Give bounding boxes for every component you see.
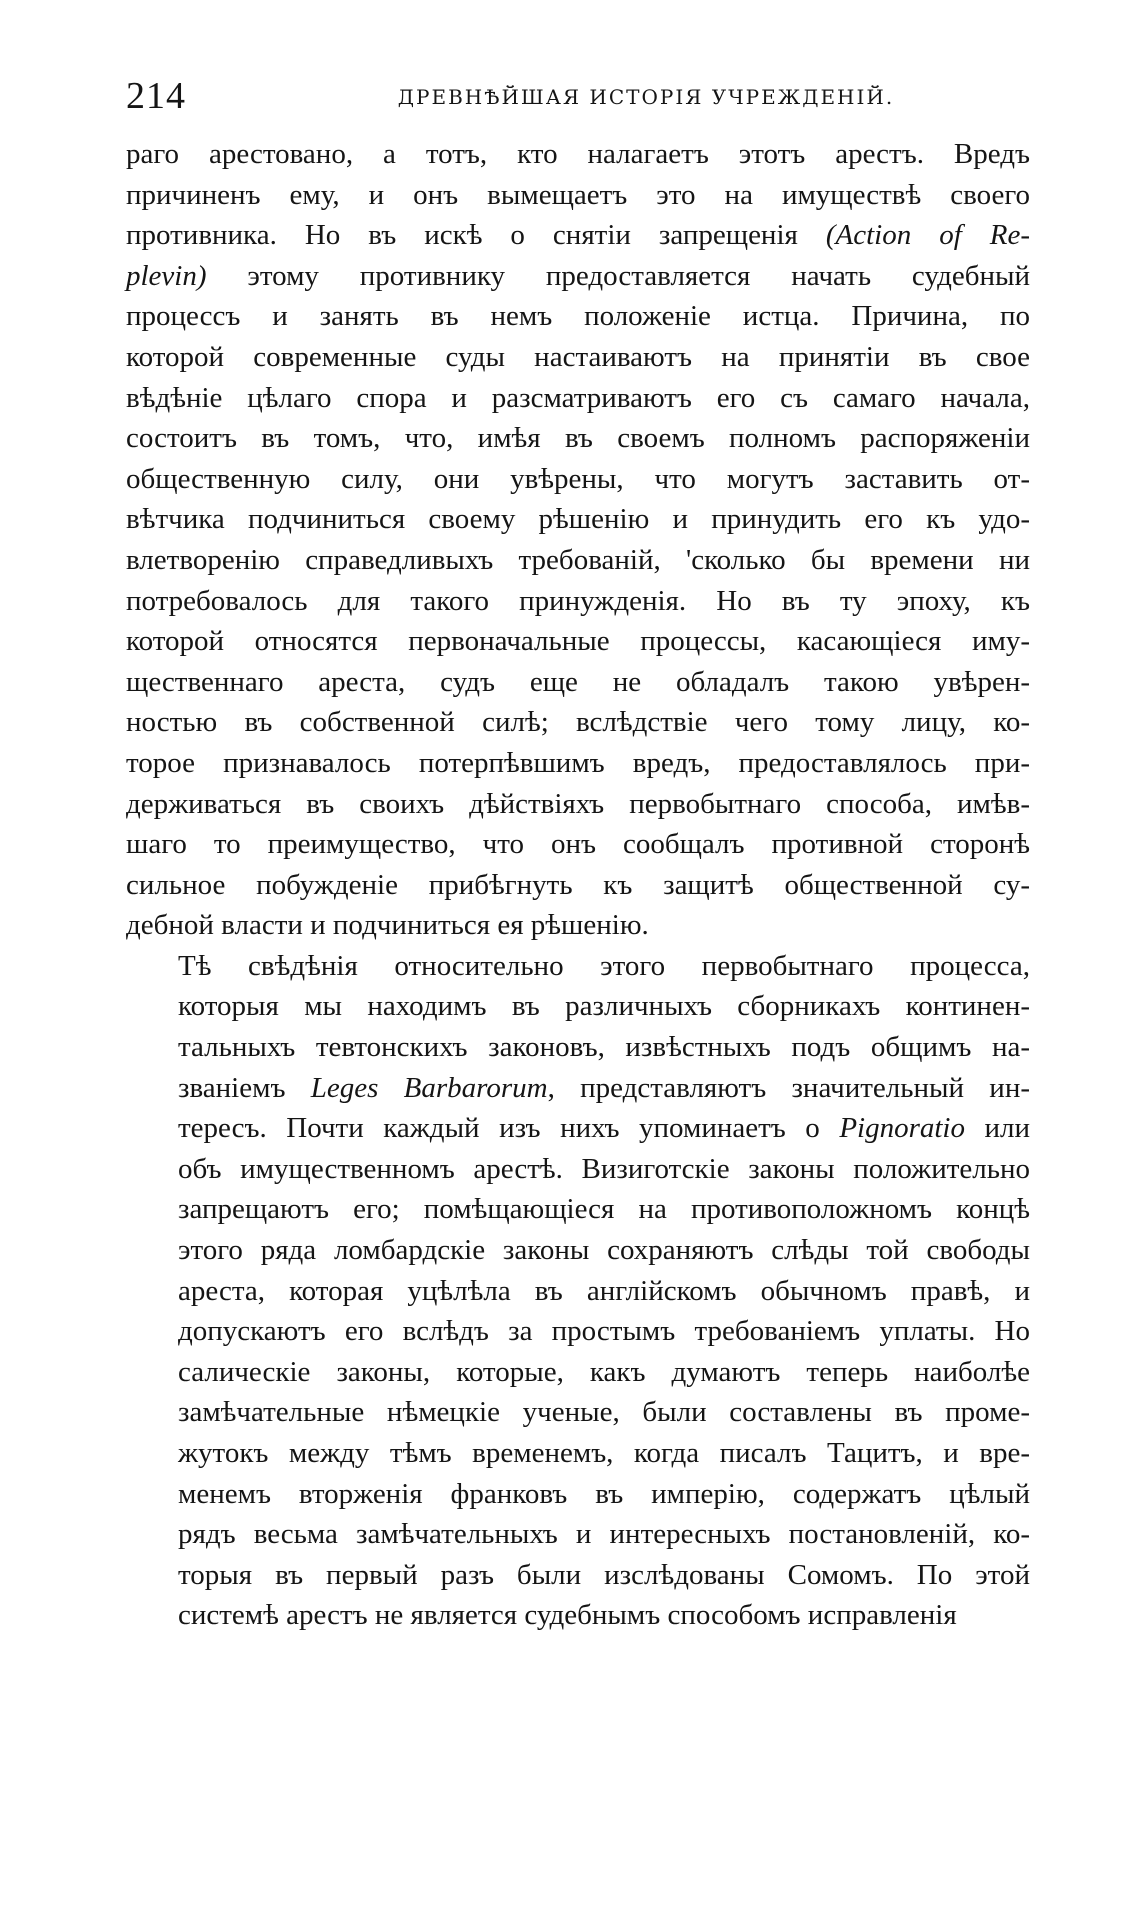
text-segment: салическіе законы, которые, какъ думаютъ теперь наиболѣе <box>178 1355 1030 1388</box>
text-segment: раго арестовано, а тотъ, кто налагаетъ этотъ арестъ. Вредъ <box>126 138 1030 170</box>
paragraph-1 <box>126 134 1030 946</box>
text-segment: которыя мы находимъ въ различныхъ сборникахъ континен- <box>178 990 1030 1023</box>
text-line <box>126 1189 1030 1230</box>
text-line <box>126 986 1030 1027</box>
text-line <box>126 865 1030 906</box>
text-segment: держиваться въ своихъ дѣйствіяхъ первобытнаго способа, имѣв- <box>126 787 1030 820</box>
page-header <box>126 74 1030 118</box>
running-title: ДРЕВНѢЙШАЯ ИСТОРІЯ УЧРЕЖДЕНІЙ. <box>397 85 895 109</box>
text-line <box>126 1392 1030 1433</box>
text-segment: потребовалось для такого принужденія. Но въ ту эпоху, къ <box>126 584 1030 617</box>
text-line <box>126 581 1030 622</box>
text-line <box>126 1555 1030 1596</box>
italic-term: plevin) <box>126 259 207 292</box>
text-segment: сильное побужденіе прибѣгнуть къ защитѣ общественной су- <box>126 868 1030 901</box>
text-segment: званіемъ <box>178 1071 311 1104</box>
text-segment: Тѣ свѣдѣнія относительно этого первобытнаго процесса, <box>178 949 1030 982</box>
text-segment: дебной власти и подчиниться ея рѣшенію. <box>126 909 649 942</box>
text-segment: или <box>964 1112 1031 1145</box>
text-line <box>126 905 1030 946</box>
text-line <box>126 1271 1030 1312</box>
text-line <box>126 946 1030 987</box>
text-line <box>126 256 1030 297</box>
text-line <box>126 1352 1030 1393</box>
text-segment: , представляютъ значительный ин- <box>547 1071 1030 1104</box>
text-line <box>126 1311 1030 1352</box>
italic-term: Leges Barbarorum <box>310 1071 548 1104</box>
text-segment: допускаютъ его вслѣдъ за простымъ требованіемъ уплаты. Но <box>178 1315 1030 1348</box>
text-segment: тальныхъ тевтонскихъ законовъ, извѣстныхъ подъ общимъ на- <box>178 1031 1030 1064</box>
text-segment: которой относятся первоначальные процессы, касающіеся иму- <box>126 625 1030 658</box>
text-segment: процессъ и занять въ немъ положеніе истца. Причина, по <box>126 300 1030 333</box>
text-segment: влетворенію справедливыхъ требованій, 'сколько бы времени ни <box>126 543 1030 576</box>
text-segment: щественнаго ареста, судъ еще не обладалъ такою увѣрен- <box>126 665 1030 698</box>
text-segment: вѣдѣніе цѣлаго спора и разсматриваютъ его съ самаго начала, <box>126 381 1030 414</box>
text-line <box>126 1068 1030 1109</box>
text-line <box>126 499 1030 540</box>
text-segment: этого ряда ломбардскіе законы сохраняютъ слѣды той свободы <box>178 1234 1030 1267</box>
text-line <box>126 743 1030 784</box>
text-line <box>126 540 1030 581</box>
text-line <box>126 378 1030 419</box>
text-line <box>126 459 1030 500</box>
text-line <box>126 702 1030 743</box>
text-segment: менемъ вторженія франковъ въ имперію, содержатъ цѣлый <box>178 1477 1030 1510</box>
text-line <box>126 1595 1030 1636</box>
text-line <box>126 296 1030 337</box>
body-text <box>126 134 1030 1636</box>
text-line <box>126 621 1030 662</box>
text-segment: торыя въ первый разъ были изслѣдованы Сомомъ. По этой <box>178 1558 1030 1591</box>
text-segment: ностью въ собственной силѣ; вслѣдствіе чего тому лицу, ко- <box>126 706 1030 739</box>
text-segment: замѣчательные нѣмецкіе ученые, были составлены въ проме- <box>178 1396 1030 1429</box>
text-line <box>126 1230 1030 1271</box>
text-line <box>126 215 1030 256</box>
text-line <box>126 662 1030 703</box>
text-line <box>126 1474 1030 1515</box>
text-line <box>126 1433 1030 1474</box>
page-number: 214 <box>126 75 186 117</box>
text-line <box>126 134 1030 175</box>
text-segment: системѣ арестъ не является судебнымъ способомъ исправленія <box>178 1599 957 1632</box>
text-segment: торое признавалось потерпѣвшимъ вредъ, предоставлялось при- <box>126 746 1030 779</box>
italic-term: Pignoratio <box>839 1112 965 1145</box>
text-segment: состоитъ въ томъ, что, имѣя въ своемъ полномъ распоряженіи <box>126 422 1030 455</box>
text-line <box>126 337 1030 378</box>
text-segment: ареста, которая уцѣлѣла въ англійскомъ обычномъ правѣ, и <box>178 1274 1030 1307</box>
text-segment: рядъ весьма замѣчательныхъ и интересныхъ постановленій, ко- <box>178 1518 1030 1551</box>
text-segment: которой современные суды настаиваютъ на принятіи въ свое <box>126 340 1030 373</box>
text-segment: этому противнику предоставляется начать судебный <box>206 259 1030 292</box>
text-line <box>126 418 1030 459</box>
text-line <box>126 1108 1030 1149</box>
text-segment: общественную силу, они увѣрены, что могутъ заставить от- <box>126 462 1030 495</box>
text-segment: запрещаютъ его; помѣщающіеся на противоположномъ концѣ <box>178 1193 1030 1226</box>
text-line <box>126 1149 1030 1190</box>
text-segment: объ имущественномъ арестѣ. Визиготскіе законы положительно <box>178 1152 1030 1185</box>
text-line <box>126 175 1030 216</box>
italic-term: (Action of Re- <box>825 219 1030 252</box>
text-line <box>126 1514 1030 1555</box>
text-segment: жутокъ между тѣмъ временемъ, когда писалъ Тацитъ, и вре- <box>178 1437 1030 1469</box>
text-segment: шаго то преимущество, что онъ сообщалъ противной сторонѣ <box>126 828 1030 861</box>
paragraph-2 <box>126 946 1030 1636</box>
text-segment: вѣтчика подчиниться своему рѣшенію и принудить его къ удо- <box>126 503 1030 536</box>
text-segment: противника. Но въ искѣ о снятіи запрещенія <box>126 219 826 252</box>
text-segment: тересъ. Почти каждый изъ нихъ упоминаетъ о <box>178 1112 840 1145</box>
text-line <box>126 824 1030 865</box>
text-line <box>126 784 1030 825</box>
text-segment: причиненъ ему, и онъ вымещаетъ это на имуществѣ своего <box>126 178 1030 211</box>
text-line <box>126 1027 1030 1068</box>
